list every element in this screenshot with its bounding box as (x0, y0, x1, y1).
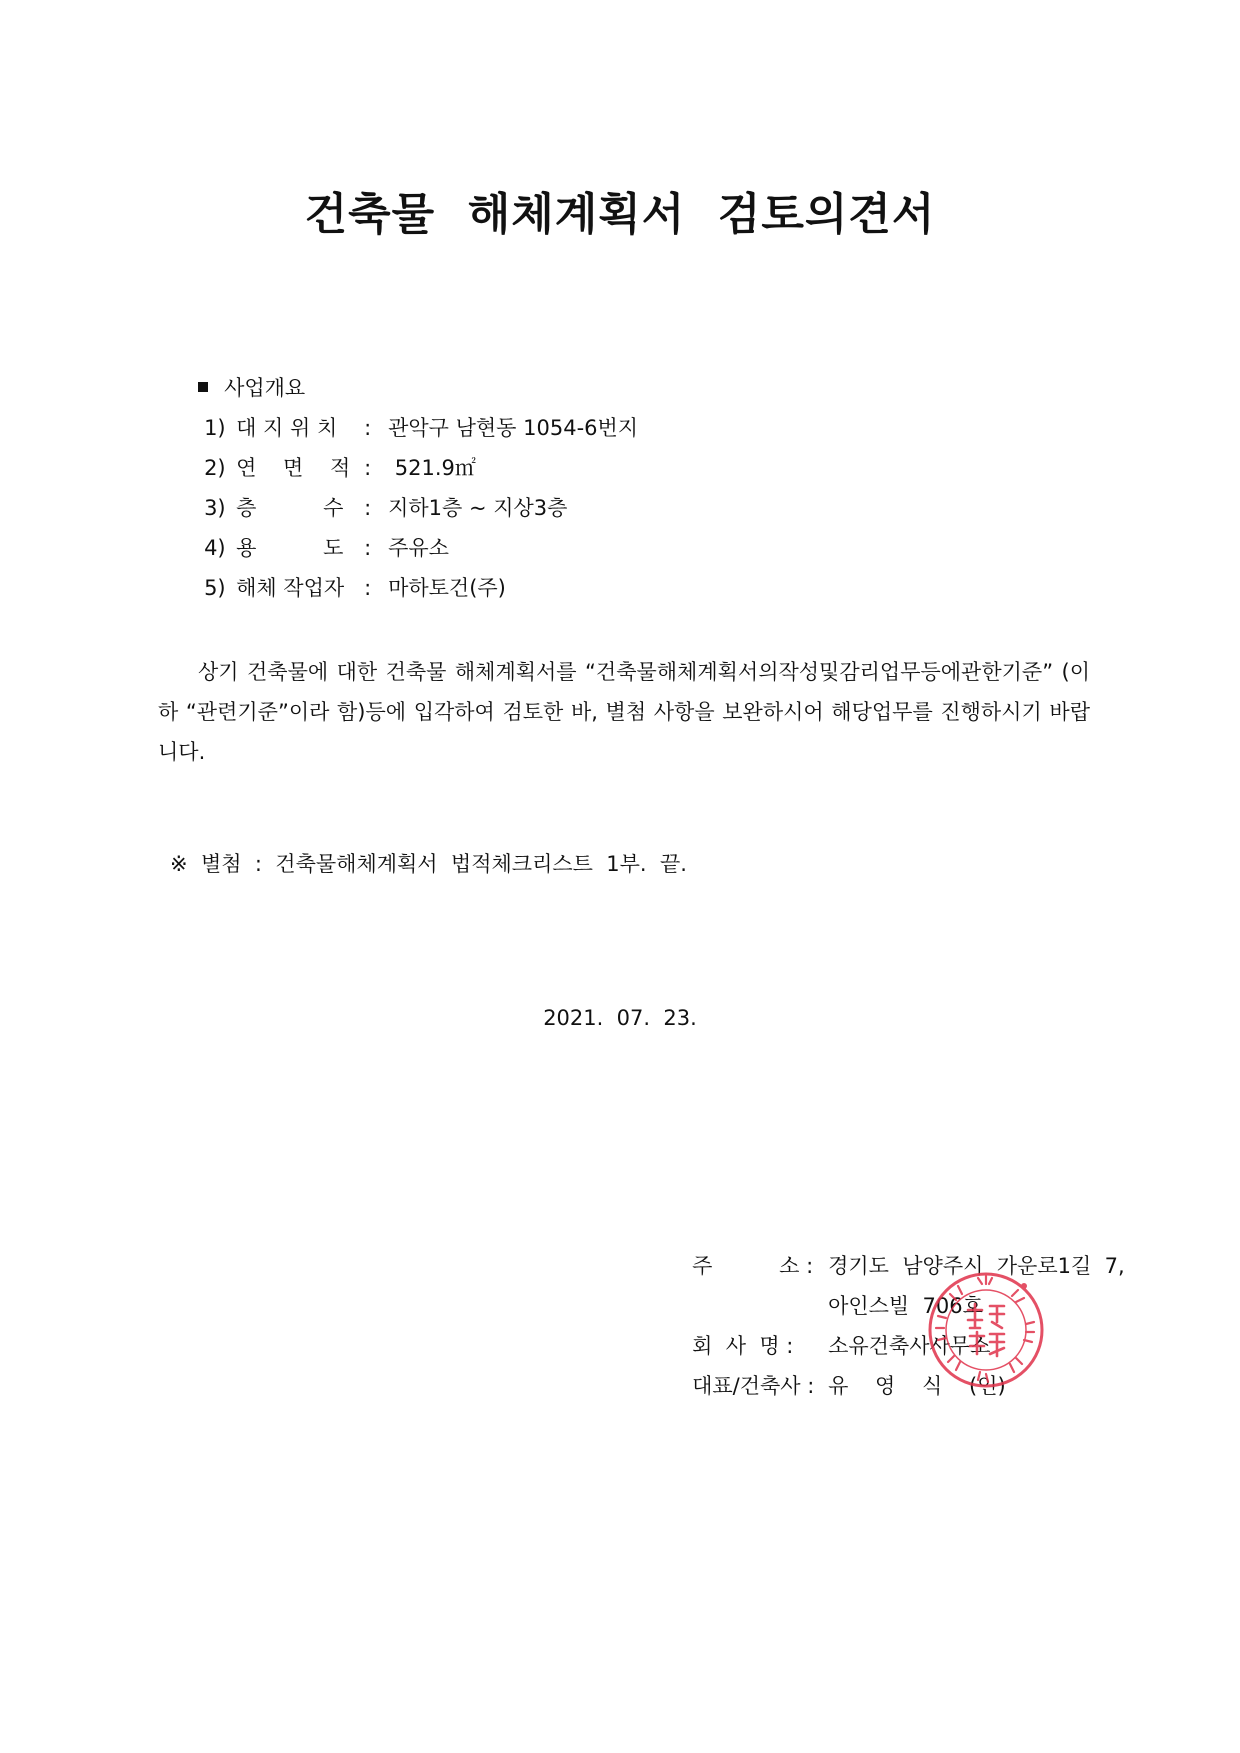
item-value: 지하1층 ~ 지상3층 (388, 496, 568, 520)
body-paragraph: 상기 건축물에 대한 건축물 해체계획서를 “건축물해체계획서의작성및감리업무등에관한기준” (이하 “관련기준”이라 함)등에 입각하여 검토한 바, 별첨 사항을 보완하시어 해당업무를 진행하시기 바랍니다. (158, 660, 1090, 764)
item-number: 3) (204, 496, 226, 520)
square-bullet-icon (198, 382, 208, 392)
overview-section (158, 328, 639, 600)
item-colon: : (364, 496, 372, 520)
item-label: 용 도 (236, 536, 344, 560)
address-line2: 아인스빌 706호 (828, 1294, 983, 1318)
attachment-note: ※ 별첨 : 건축물해체계획서 법적체크리스트 1부. 끝. (170, 852, 687, 876)
address-line1: 경기도 남양주시 가운로1길 7, (828, 1254, 1125, 1278)
item-label: 해체 작업자 (236, 576, 345, 600)
company-label: 회 사 명 : (692, 1334, 794, 1358)
address-row (652, 1206, 1125, 1278)
item-colon: : (364, 456, 372, 480)
item-value: 마하토건(주) (388, 576, 506, 600)
document-date: 2021. 07. 23. (543, 1006, 697, 1030)
company-value: 소유건축사사무소 (828, 1334, 991, 1358)
item-label: 대 지 위 치 (236, 416, 338, 440)
item-value: 주유소 (388, 536, 449, 560)
item-value: 521.9㎡ (388, 456, 476, 480)
item-label: 연 면 적 (236, 456, 351, 480)
item-colon: : (364, 576, 372, 600)
item-value: 관악구 남현동 1054-6번지 (388, 416, 639, 440)
representative-value: 유 영 식 (인) (828, 1374, 1006, 1398)
item-number: 2) (204, 456, 226, 480)
representative-label: 대표/건축사 : (692, 1374, 815, 1398)
overview-heading-row (158, 328, 638, 400)
address-label: 주 소 : (692, 1254, 814, 1278)
document-title: 건축물 해체계획서 검토의견서 (304, 189, 936, 240)
official-seal-stamp-icon (926, 1270, 1046, 1390)
item-colon: : (364, 416, 372, 440)
item-number: 1) (204, 416, 226, 440)
item-label: 층 수 (236, 496, 344, 520)
overview-heading: 사업개요 (224, 376, 306, 400)
item-number: 5) (204, 576, 226, 600)
item-colon: : (364, 536, 372, 560)
item-number: 4) (204, 536, 226, 560)
signature-block (652, 1206, 1125, 1398)
